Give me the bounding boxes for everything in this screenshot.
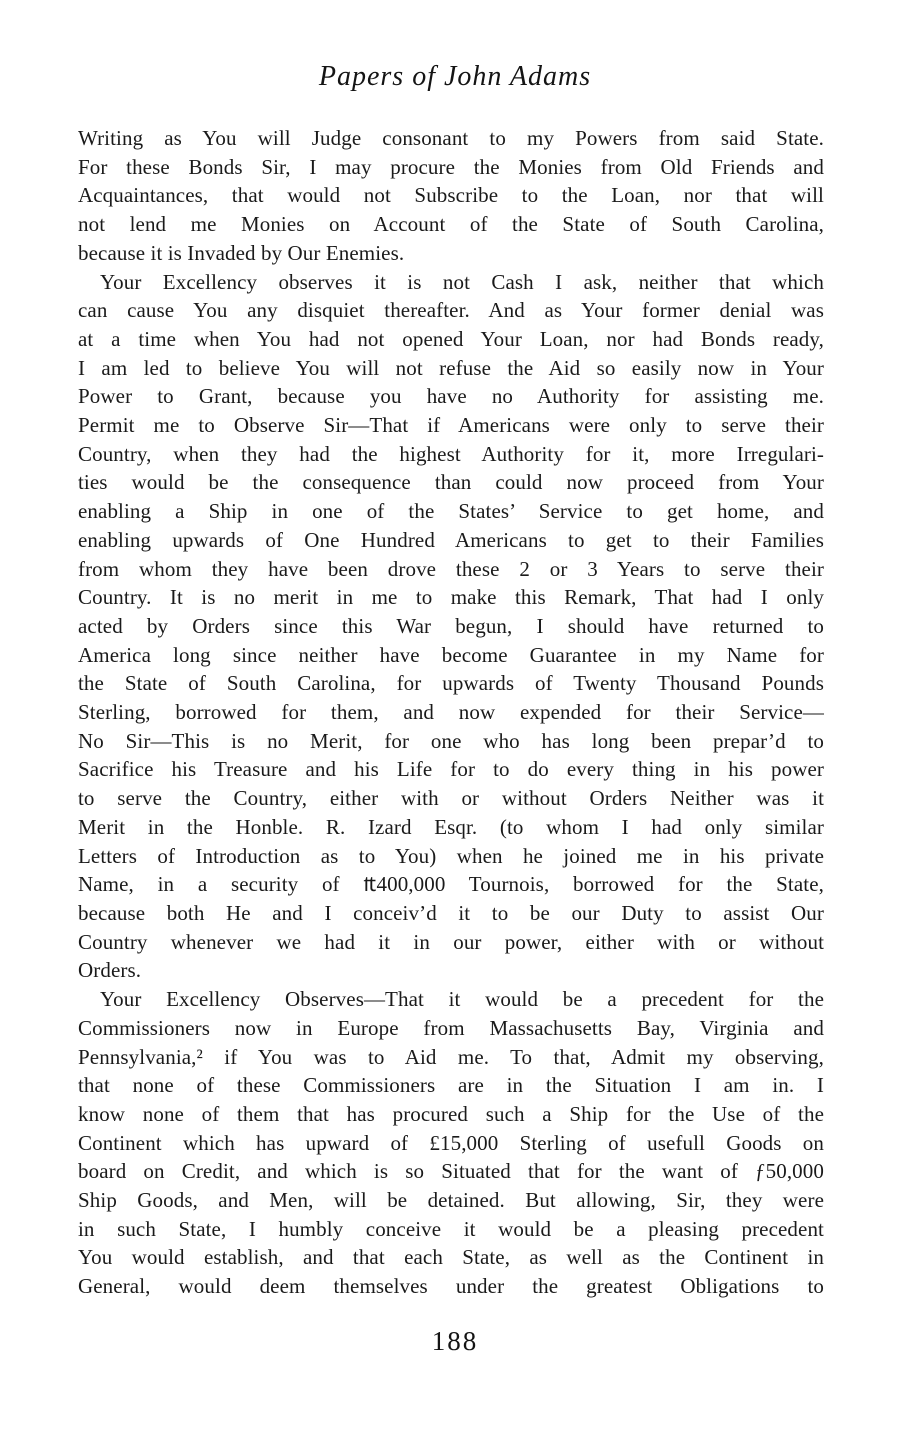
text-line: at a time when You had not opened Your Loan, nor had Bonds ready,: [78, 326, 824, 351]
text-line: ties would be the consequence than could now proceed from Your: [78, 470, 824, 495]
text-line: Pennsylvania,² if You was to Aid me. To that, Admit my observing,: [78, 1044, 824, 1069]
text-line: Your Excellency Observes—That it would be a precedent for the: [100, 987, 824, 1012]
text-line: to serve the Country, either with or without Orders Neither was it: [78, 786, 824, 811]
text-line: Ship Goods, and Men, will be detained. But allowing, Sir, they were: [78, 1188, 824, 1213]
text-line: Writing as You will Judge consonant to my Powers from said State.: [78, 126, 824, 150]
text-line: Sacrifice his Treasure and his Life for to do every thing in his power: [78, 757, 824, 782]
text-line: because both He and I conceiv’d it to be our Duty to assist Our: [78, 900, 824, 925]
text-line: Sterling, borrowed for them, and now expended for their Service—: [78, 700, 824, 725]
text-line: Acquaintances, that would not Subscribe to the Loan, nor that will: [78, 183, 824, 208]
text-line: Country whenever we had it in our power, either with or without: [78, 929, 824, 954]
text-line: Power to Grant, because you have no Authority for assisting me.: [78, 384, 824, 409]
text-line: You would establish, and that each State, as well as the Continent in: [78, 1245, 824, 1270]
text-line: Country, when they had the highest Authority for it, more Irregulari-: [78, 441, 824, 466]
paragraph: [78, 124, 824, 268]
page-number: 188: [431, 1326, 479, 1356]
text-line: Name, in a security of ₶400,000 Tournois, borrowed for the State,: [78, 872, 824, 897]
text-line: Orders.: [78, 958, 142, 983]
text-line: board on Credit, and which is so Situated that for the want of ƒ50,000: [78, 1159, 824, 1184]
paragraph: [78, 985, 824, 1301]
text-line: enabling upwards of One Hundred Americans to get to their Families: [78, 527, 824, 552]
text-line: I am led to believe You will not refuse the Aid so easily now in Your: [78, 355, 824, 380]
text-line: Your Excellency observes it is not Cash I ask, neither that which: [100, 269, 824, 294]
text-line: in such State, I humbly conceive it would be a pleasing precedent: [78, 1216, 824, 1241]
text-line: Letters of Introduction as to You) when he joined me in his private: [78, 843, 824, 868]
text-line: enabling a Ship in one of the States’ Service to get home, and: [78, 499, 824, 524]
text-line: Permit me to Observe Sir—That if Americans were only to serve their: [78, 413, 824, 438]
text-line: know none of them that has procured such a Ship for the Use of the: [78, 1101, 824, 1126]
text-line: can cause You any disquiet thereafter. And as Your former denial was: [78, 298, 824, 323]
text-line: For these Bonds Sir, I may procure the Monies from Old Friends and: [78, 154, 824, 179]
text-line: the State of South Carolina, for upwards of Twenty Thousand Pounds: [78, 671, 824, 696]
text-line: Merit in the Honble. R. Izard Esqr. (to whom I had only similar: [78, 814, 824, 839]
text-line: acted by Orders since this War begun, I should have returned to: [78, 613, 824, 638]
text-line: not lend me Monies on Account of the State of South Carolina,: [78, 212, 824, 237]
text-line: Commissioners now in Europe from Massachusetts Bay, Virginia and: [78, 1015, 824, 1040]
text-line: No Sir—This is no Merit, for one who has long been prepar’d to: [78, 728, 824, 753]
paragraph: [78, 268, 824, 986]
text-line: General, would deem themselves under the greatest Obligations to: [78, 1274, 824, 1299]
text-block: [78, 124, 824, 1301]
text-line: America long since neither have become Guarantee in my Name for: [78, 642, 824, 667]
text-line: Country. It is no merit in me to make this Remark, That had I only: [78, 585, 824, 610]
text-line: that none of these Commissioners are in the Situation I am in. I: [78, 1073, 824, 1098]
text-line: because it is Invaded by Our Enemies.: [78, 240, 405, 265]
text-line: Continent which has upward of £15,000 Sterling of usefull Goods on: [78, 1130, 824, 1155]
running-head: Papers of John Adams: [318, 61, 592, 92]
text-line: from whom they have been drove these 2 or 3 Years to serve their: [78, 556, 824, 581]
